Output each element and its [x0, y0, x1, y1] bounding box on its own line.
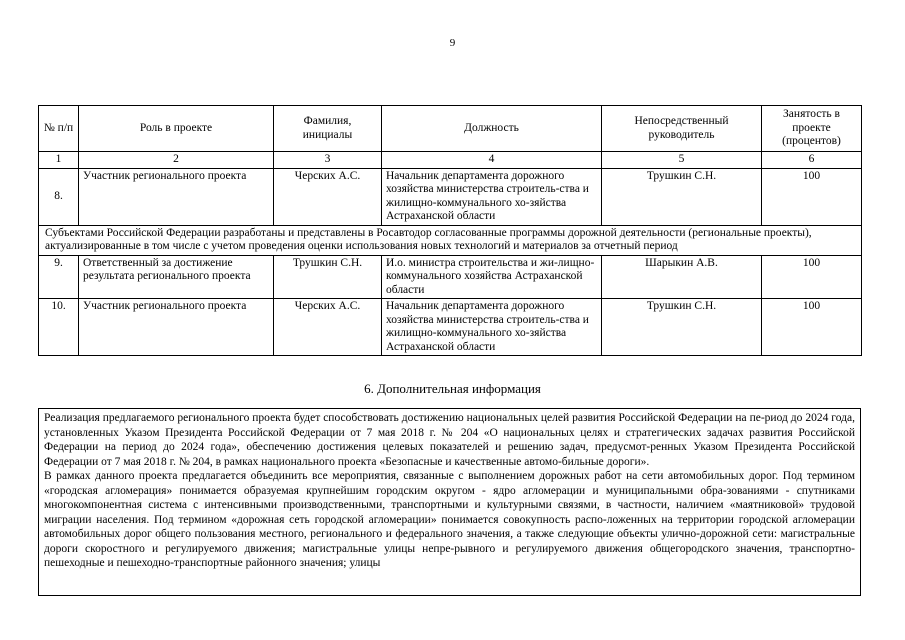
index-cell: 6: [762, 152, 862, 169]
table-row: [39, 299, 862, 356]
row-name: Трушкин С.Н.: [274, 255, 382, 299]
header-role: Роль в проекте: [79, 106, 274, 152]
header-position: Должность: [382, 106, 602, 152]
row-num: 8.: [39, 168, 79, 225]
header-load: Занятость в проекте (процентов): [762, 106, 862, 152]
row-num: 9.: [39, 255, 79, 299]
index-cell: 4: [382, 152, 602, 169]
header-num: № п/п: [39, 106, 79, 152]
row-position: Начальник департамента дорожного хозяйства министерства строитель-ства и жилищно-коммунального хо-зяйства Астраханской области: [382, 299, 602, 356]
merged-row: [39, 225, 862, 255]
index-cell: 3: [274, 152, 382, 169]
row-load: 100: [762, 168, 862, 225]
row-num: 10.: [39, 299, 79, 356]
row-role: Участник регионального проекта: [79, 299, 274, 356]
info-paragraph: Реализация предлагаемого регионального проекта будет способствовать достижению национальных целей развития Российской Федерации на пе-риод до 2024 года, установленных Указом Президента Российской Федерации от 7 мая 2018 г. № 204 «О национальных целях и стратегических задачах развития Российской Федерации на период до 2024 года», обеспечению достижения целевых показателей и решению задач, предусмот-ренных Указом Президента Российской Федерации от 7 мая 2018 г. № 204, в рамках национального проекта «Безопасные и качественные автомо-бильные дороги».: [44, 412, 855, 468]
page-number: 9: [449, 37, 456, 49]
section-title: 6. Дополнительная информация: [364, 381, 541, 396]
index-row: [39, 152, 862, 169]
row-load: 100: [762, 255, 862, 299]
header-name: Фамилия, инициалы: [274, 106, 382, 152]
row-position: И.о. министра строительства и жи-лищно-коммунального хозяйства Астраханской области: [382, 255, 602, 299]
additional-info-box: [38, 408, 861, 596]
header-manager: Непосредственный руководитель: [602, 106, 762, 152]
row-name: Черских А.С.: [274, 299, 382, 356]
row-manager: Шарыкин А.В.: [602, 255, 762, 299]
info-paragraph: В рамках данного проекта предлагается объединить все мероприятия, связанные с выполнением дорожных работ на сети автомобильных дорог. Под термином «городская агломерация» понимается образуемая крупнейшим городским округом - ядро агломерации и муниципальными обра-зованиями - спутниками многокомпонентная система с интенсивными производственными, транспортными и культурными связями, в частности, наличием «маятниковой» трудовой миграции населения. Под термином «дорожная сеть городской агломерации» понимается совокупность распо-ложенных на территории городской агломерации автомобильных дорог общего пользования местного, регионального и федерального значения, а также следующие объекты улично-дорожной сети: магистральные дороги скоростного и регулируемого движения; магистральные улицы непре-рывного и регулируемого движения общегородского значения, транспортно-пешеходные и пешеходно-транспортные районного значения; улицы: [44, 470, 855, 569]
row-load: 100: [762, 299, 862, 356]
row-position: Начальник департамента дорожного хозяйства министерства строитель-ства и жилищно-коммунального хо-зяйства Астраханской области: [382, 168, 602, 225]
row-manager: Трушкин С.Н.: [602, 299, 762, 356]
row-role: Ответственный за достижение результата регионального проекта: [79, 255, 274, 299]
row-role: Участник регионального проекта: [79, 168, 274, 225]
index-cell: 1: [39, 152, 79, 169]
row-manager: Трушкин С.Н.: [602, 168, 762, 225]
project-roles-table: [38, 105, 862, 356]
table-row: [39, 168, 862, 225]
table-row: [39, 255, 862, 299]
index-cell: 2: [79, 152, 274, 169]
index-cell: 5: [602, 152, 762, 169]
merged-row-text: Субъектами Российской Федерации разработаны и представлены в Росавтодор согласованные программы дорожной деятельности (региональные проекты), актуализированные в том числе с учетом проведения оценки использования новых технологий и материалов за отчетный период: [39, 225, 862, 255]
row-name: Черских А.С.: [274, 168, 382, 225]
table-header-row: [39, 106, 862, 152]
